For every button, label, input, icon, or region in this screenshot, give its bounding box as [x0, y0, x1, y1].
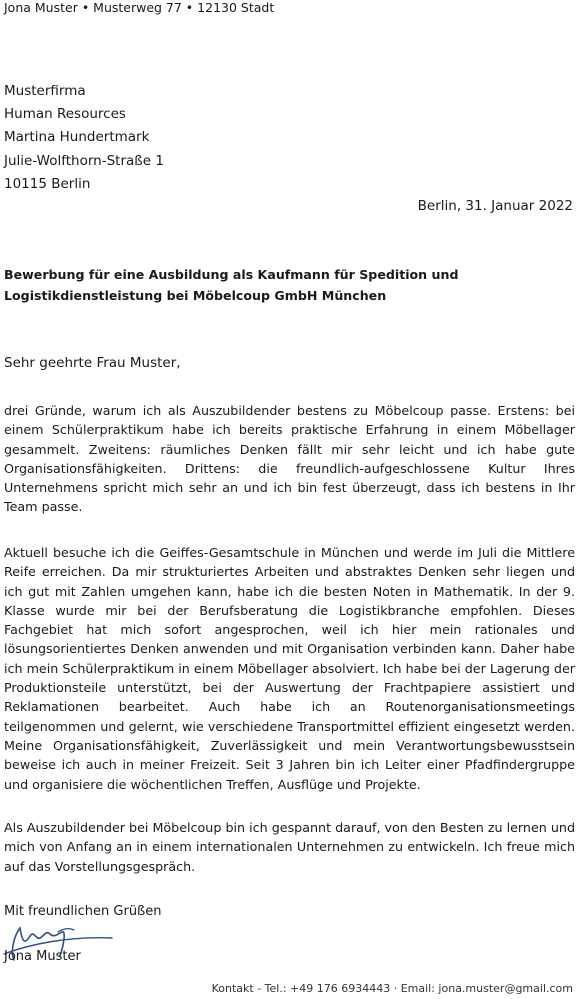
recipient-department: Human Resources [4, 106, 126, 123]
recipient-city: 10115 Berlin [4, 175, 91, 192]
recipient-company: Musterfirma [4, 83, 86, 99]
contact-footer: Kontakt - Tel.: +49 176 6934443 · Email: jona.muster@gmail.com [211, 982, 573, 995]
letter-subject: Bewerbung für eine Ausbildung als Kaufmann für Spedition und Logistikdienstleistung bei Möbelcoup GmbH München [4, 267, 459, 303]
letter-date: Berlin, 31. Januar 2022 [417, 198, 573, 214]
body-paragraph-2: Aktuell besuche ich die Geiffes-Gesamtschule in München und werde im Juli die Mittlere Reife erreichen. Da mir strukturiertes Arbeiten und abstraktes Denken sehr liegen und ich gut mit Zahlen umgehen kann, habe ich die besten Noten in Mathematik. In der 9. Klasse wurde mir bei der Berufsberatung die Logistikbranche empfohlen. Dieses Fachgebiet hat mich sofort angesprochen, weil ich hier mein rationales und lösungsorientiertes Denken anwenden und mit Organisation verbinden kann. Daher habe ich mein Schülerpraktikum in einem Möbellager absolviert. Ich habe bei der Lagerung der Produktionsteile unterstützt, bei der Auswertung der Frachtpapiere assistiert und Reklamationen bearbeitet. Auch habe ich an Routenorganisationsmeetings teilgenommen und gelernt, wie verschiedene Transportmittel effizient eingesetzt werden. Meine Organisationsfähigkeit, Zuverlässigkeit und mein Verantwortungsbewusstsein beweise ich auch in meiner Freizeit. Seit 3 Jahren bin ich Leiter einer Pfadfindergruppe und organisiere die wöchentlichen Treffen, Ausflüge und Projekte. [4, 545, 575, 792]
body-paragraph-1: drei Gründe, warum ich als Auszubildender bestens zu Möbelcoup passe. Erstens: bei einem Schülerpraktikum habe ich bereits praktische Erfahrung in einem Möbellager gesammelt. Zweitens: räumliches Denken fällt mir sehr leicht und ich habe gute Organisationsfähigkeiten. Drittens: die freundlich-aufgeschlossene Kultur Ihres Unternehmens spricht mich sehr an und ich bin fest überzeugt, dass ich bestens in Ihr Team passe. [4, 403, 575, 515]
body-paragraph-3: Als Auszubildender bei Möbelcoup bin ich gespannt darauf, von den Besten zu lernen und mich von Anfang an in einem internationalen Unternehmen zu entwickeln. Ich freue mich auf das Vorstellungsgespräch. [4, 820, 575, 874]
recipient-name: Martina Hundertmark [4, 129, 150, 146]
closing-phrase: Mit freundlichen Grüßen [4, 904, 162, 919]
recipient-street: Julie-Wolfthorn-Straße 1 [4, 152, 164, 169]
signer-name: Jona Muster [4, 949, 81, 964]
sender-address-line: Jona Muster • Musterweg 77 • 12130 Stadt [4, 0, 275, 15]
salutation: Sehr geehrte Frau Muster, [4, 355, 181, 371]
recipient-address-block [4, 80, 164, 196]
